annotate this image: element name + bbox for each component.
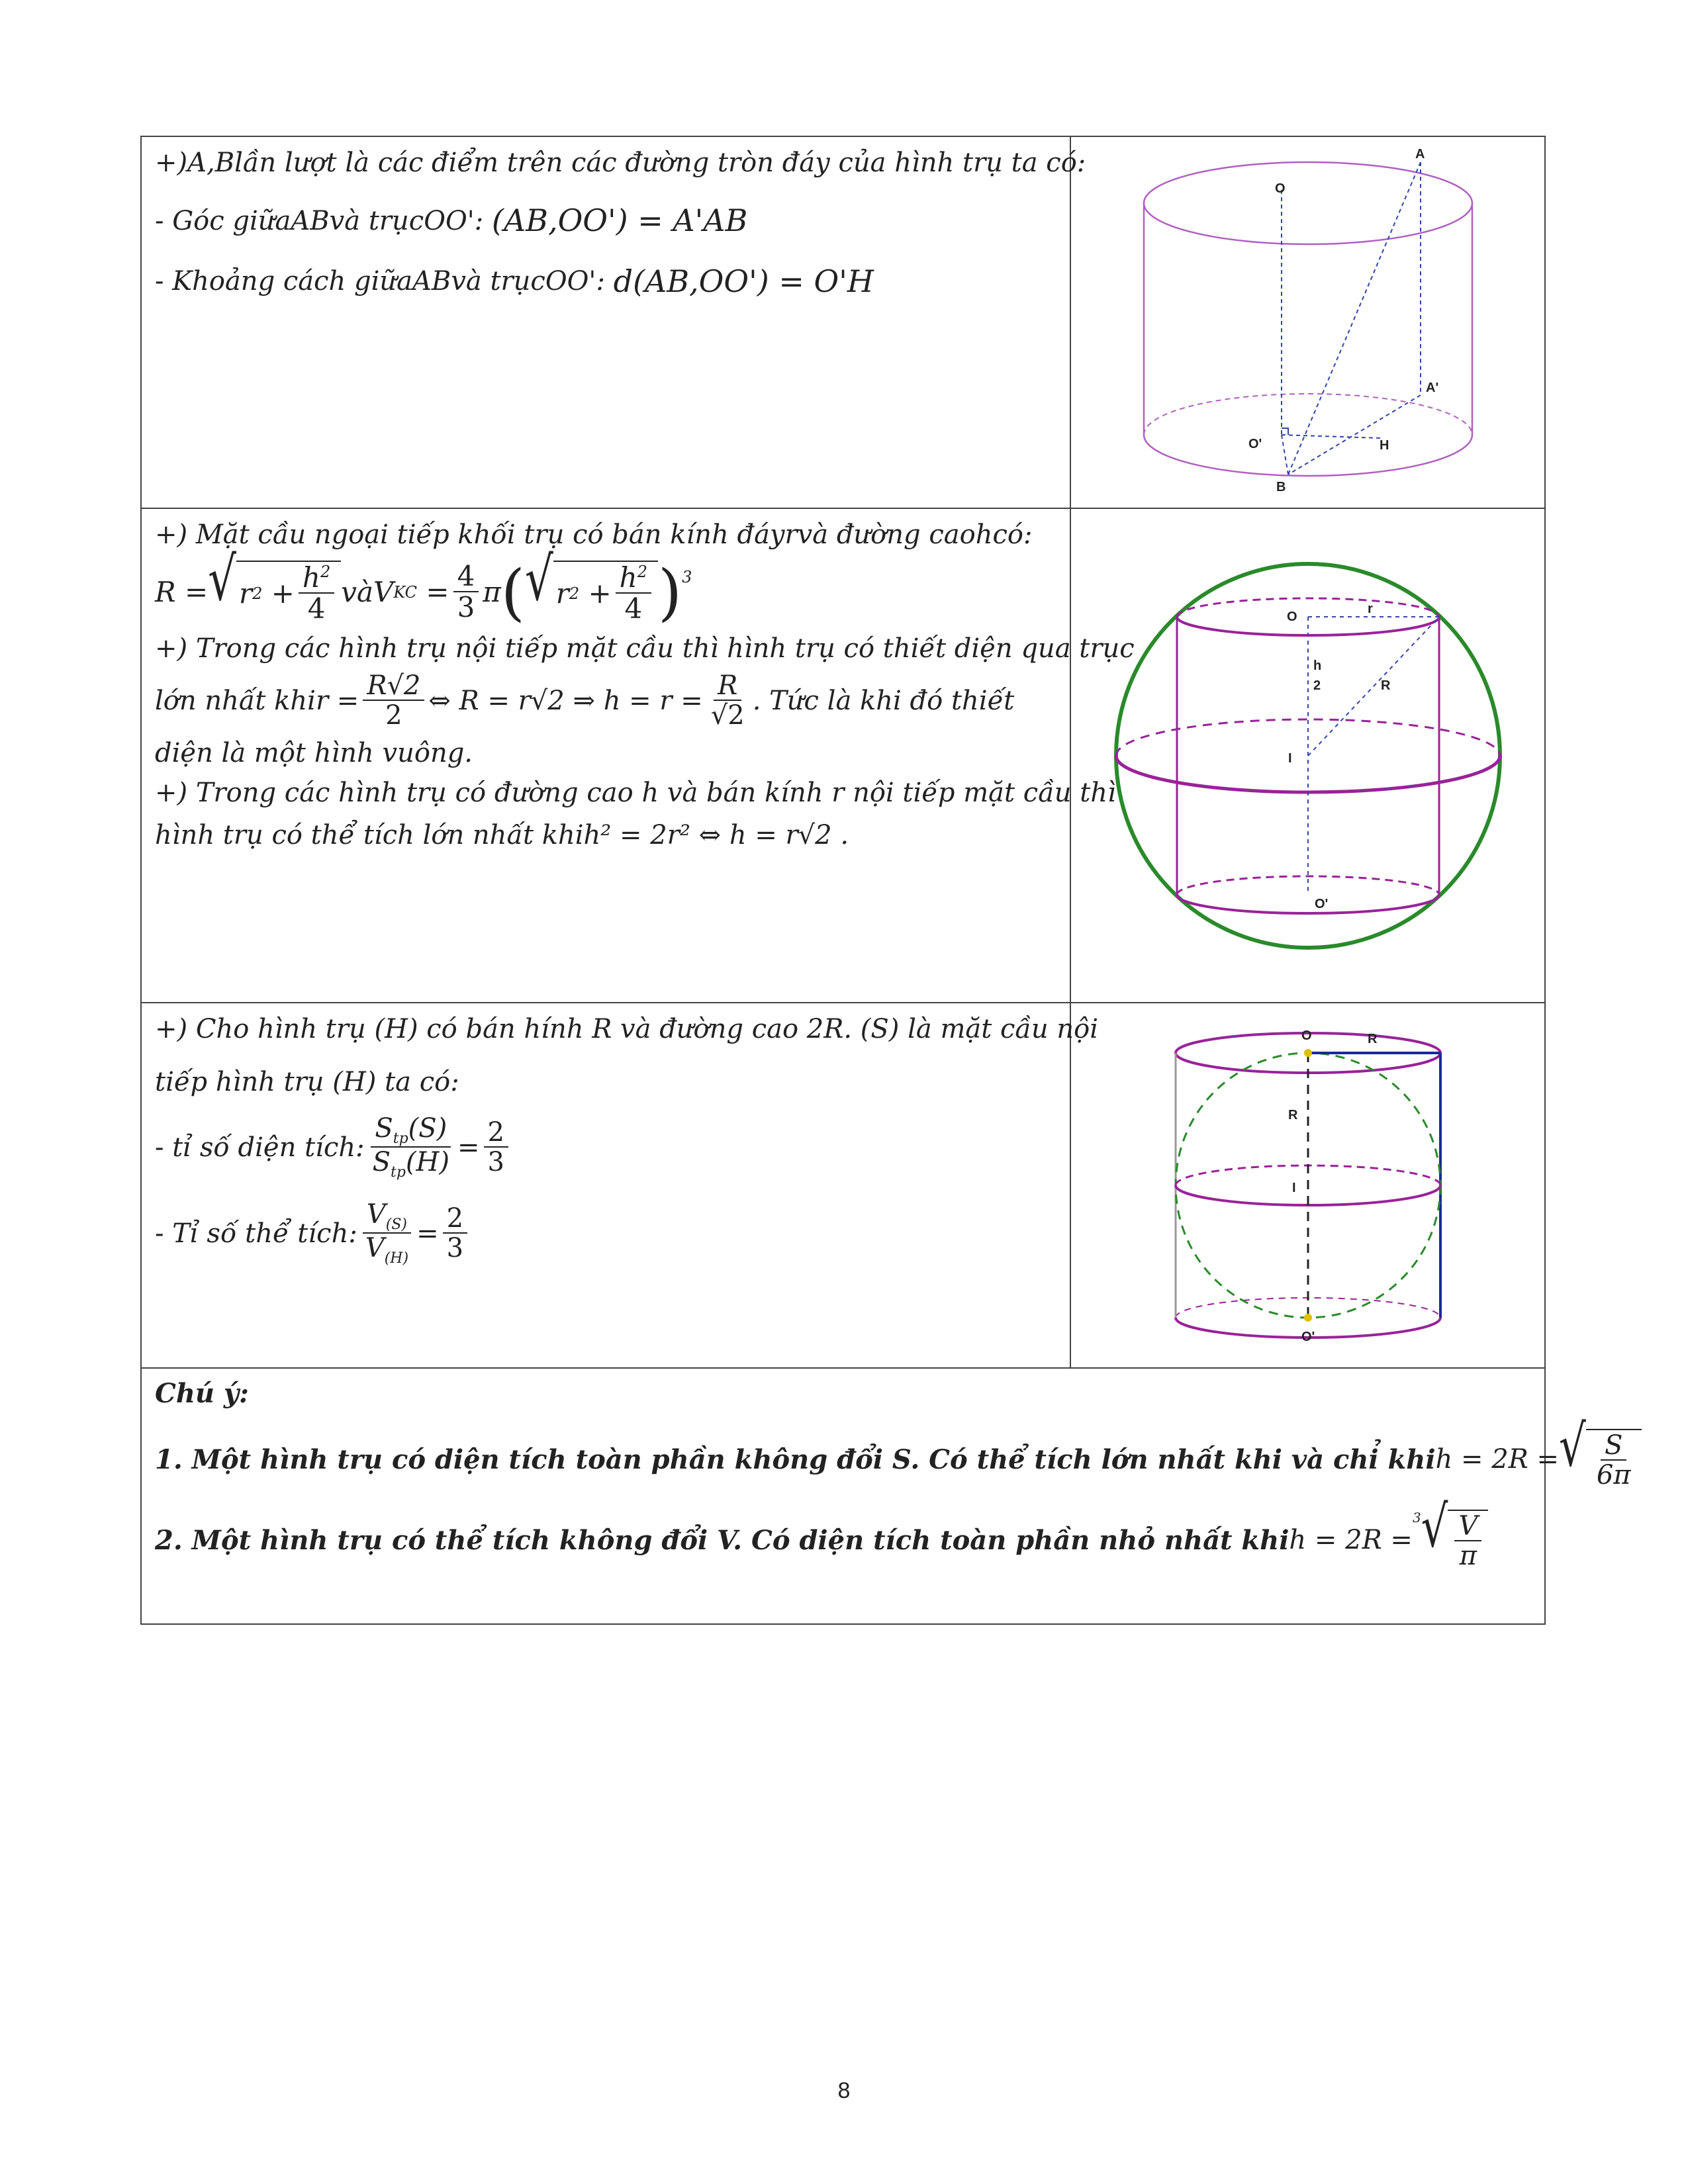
ratio-den: 3 xyxy=(487,1147,504,1178)
sphere-in-cylinder-figure xyxy=(1162,1013,1454,1357)
volume-ratio-line: - Tỉ số thể tích: $\frac{V_{(S)}}{V_{(H)}}$ = $\frac{2}{3}$ xyxy=(155,1201,1056,1267)
ratio-den: 3 xyxy=(446,1233,464,1264)
note-1-text: 1. Một hình trụ có diện tích toàn phần không đổi S. Có thể tích lớn nhất khi và chỉ khi xyxy=(155,1443,1436,1475)
top-ellipse xyxy=(1144,162,1472,244)
label-r: r xyxy=(1367,601,1373,616)
table-row xyxy=(140,136,1546,508)
inscribed-text: +) Trong các hình trụ nội tiếp mặt cầu thì hình trụ có thiết diện qua trục xyxy=(155,633,1135,664)
axis-word: và trục xyxy=(451,266,545,297)
radius-lhs: R = xyxy=(155,575,209,608)
row1-intro-text: lần lượt là các điểm trên các đường tròn đáy của hình trụ ta có: xyxy=(234,148,1086,178)
volume-sub: KC xyxy=(393,583,418,602)
row1-figure-cell xyxy=(1071,137,1544,508)
row3-figure-cell xyxy=(1071,1003,1544,1367)
note-1-num: S xyxy=(1601,1432,1626,1461)
points-ab: A,B xyxy=(187,148,235,178)
cylinder-figure xyxy=(1116,144,1500,501)
area-ratio-line: - tỉ số diện tích: $\frac{S_{tp}(S)}{S_{tp}(H)}$ = $\frac{2}{3}$ xyxy=(155,1115,1056,1181)
label-a: A xyxy=(1415,147,1425,161)
square-text: diện là một hình vuông. xyxy=(155,738,473,769)
largest-when-text: lớn nhất khi xyxy=(155,686,316,717)
and-word: và xyxy=(341,575,374,608)
row3-text-cell xyxy=(142,1003,1099,1367)
max-volume-formula: h² = 2r² ⇔ h = r√2 . xyxy=(583,820,849,851)
note-1-den: 6π xyxy=(1596,1460,1631,1490)
vol-den-sub: (H) xyxy=(384,1250,409,1267)
area-num-s: S xyxy=(375,1113,393,1144)
distance-label: - Khoảng cách giữa xyxy=(155,266,413,297)
note-2-den: π xyxy=(1459,1541,1477,1571)
segment-ab: AB xyxy=(412,266,451,297)
volume-ratio-label: - Tỉ số thể tích: xyxy=(155,1218,357,1250)
note-1: 1. Một hình trụ có diện tích toàn phần không đổi S. Có thể tích lớn nhất khi và chỉ khi h = 2R = √ $\frac{S}{6\pi}$ xyxy=(155,1429,1531,1490)
area-num-sub: tp xyxy=(393,1130,408,1147)
var-h: h xyxy=(975,520,993,550)
label-o: O xyxy=(1286,609,1297,624)
note-2: 2. Một hình trụ có thể tích không đổi V. Có diện tích toàn phần nhỏ nhất khi h = 2R = 3 √ $\frac{V}{\pi}$ xyxy=(155,1510,1531,1570)
row2-line4: lớn nhất khi r = $\frac{R√2}{2}$ ⇔ R = r√2 ⇒ h = r = $\frac{R}{√2}$ . Tức là khi đó thiết xyxy=(155,670,1015,731)
height-word: và đường cao xyxy=(797,520,976,550)
area-ratio-label: - tỉ số diện tích: xyxy=(155,1132,365,1163)
row2-line7 xyxy=(155,819,1056,852)
label-b: B xyxy=(1276,480,1286,494)
row1-text-cell xyxy=(142,137,1086,508)
row1-line1 xyxy=(155,146,1086,179)
area-num-arg: (S) xyxy=(408,1113,447,1144)
row3-line2 xyxy=(155,1066,1056,1099)
inscribed-sphere-cont: tiếp hình trụ (H) ta có: xyxy=(155,1067,459,1097)
var-r: r xyxy=(784,520,798,550)
label-o: O xyxy=(1301,1028,1312,1043)
area-den-sub: tp xyxy=(391,1164,406,1181)
label-o-prime: O' xyxy=(1301,1330,1315,1344)
ratio-num: 2 xyxy=(484,1118,508,1148)
bullet-prefix: +) xyxy=(155,148,188,178)
note-2-text: 2. Một hình trụ có thể tích không đổi V. Có diện tích toàn phần nhỏ nhất khi xyxy=(155,1524,1289,1556)
row2-figure-cell xyxy=(1071,509,1544,1002)
row1-line2: - Góc giữa AB và trục OO' : (AB,OO') = A'AB xyxy=(155,202,1056,240)
label-h: H xyxy=(1379,438,1389,453)
label-two: 2 xyxy=(1313,678,1321,693)
label-h: h xyxy=(1313,658,1321,673)
row2-line3 xyxy=(155,632,1135,665)
sphere-formula: R = √ r 2 + $\frac{h^2}{4}$ và V KC = $\frac{4}{3}$ π ( √ r 2 + $\frac{h^2}{4}$ ) $^3$ xyxy=(155,544,692,628)
angle-formula: (AB,OO') = A'AB xyxy=(492,203,748,238)
note-1-lhs: h = 2R = xyxy=(1435,1444,1560,1475)
row3-line1 xyxy=(155,1013,1099,1046)
sphere-intro: +) Mặt cầu ngoại tiếp khối trụ có bán kính đáy xyxy=(155,520,785,550)
label-r2: R xyxy=(1288,1108,1297,1122)
row2-text-cell xyxy=(142,509,1135,1002)
max-volume-intro: +) Trong các hình trụ có đường cao h và bán kính r nội tiếp mặt cầu thì xyxy=(155,778,1116,809)
label-o: O xyxy=(1274,181,1286,196)
distance-formula: d(AB,OO') = O'H xyxy=(613,263,874,299)
sphere-cylinder-figure xyxy=(1109,557,1507,954)
vol-num-sub: (S) xyxy=(385,1216,407,1234)
angle-label: - Góc giữa xyxy=(155,205,291,236)
row1-line3: - Khoảng cách giữa AB và trục OO' : d(AB,OO') = O'H xyxy=(155,263,1056,301)
note-2-lhs: h = 2R = xyxy=(1289,1525,1413,1555)
inscribed-sphere-intro: +) Cho hình trụ (H) có bán hính R và đường cao 2R. (S) là mặt cầu nội xyxy=(155,1014,1099,1044)
page-number: 8 xyxy=(837,2078,851,2103)
axis-word: và trục xyxy=(329,205,424,236)
label-i: I xyxy=(1288,751,1292,766)
label-o-prime: O' xyxy=(1314,896,1328,911)
label-i: I xyxy=(1291,1181,1296,1195)
row2-line1 xyxy=(155,518,1056,551)
axis-oo: OO' xyxy=(545,266,596,297)
row2-line6 xyxy=(155,776,1116,809)
max-volume-text: hình trụ có thể tích lớn nhất khi xyxy=(155,820,584,851)
label-r: R xyxy=(1367,1032,1377,1046)
ratio-num: 2 xyxy=(443,1205,467,1234)
area-den-s: S xyxy=(372,1147,391,1178)
vol-num-v: V xyxy=(366,1199,386,1230)
colon-word: có: xyxy=(992,520,1033,550)
row2-line5 xyxy=(155,737,1056,770)
note-title: Chú ý: xyxy=(155,1378,249,1409)
cube-root-index: 3 xyxy=(1412,1510,1421,1525)
table-row xyxy=(140,1002,1546,1367)
label-o-prime: O' xyxy=(1248,437,1262,451)
label-a-prime: A' xyxy=(1425,381,1438,395)
segment-ab: AB xyxy=(291,205,330,236)
note-2-num: V xyxy=(1454,1512,1481,1541)
volume-lhs: V xyxy=(373,575,394,608)
square-section-text: . Tức là khi đó thiết xyxy=(752,686,1015,717)
vol-den-v: V xyxy=(365,1233,385,1264)
axis-oo: OO' xyxy=(424,205,475,236)
table-row xyxy=(140,508,1546,1002)
area-den-arg: (H) xyxy=(405,1147,450,1178)
label-big-r: R xyxy=(1380,678,1390,693)
